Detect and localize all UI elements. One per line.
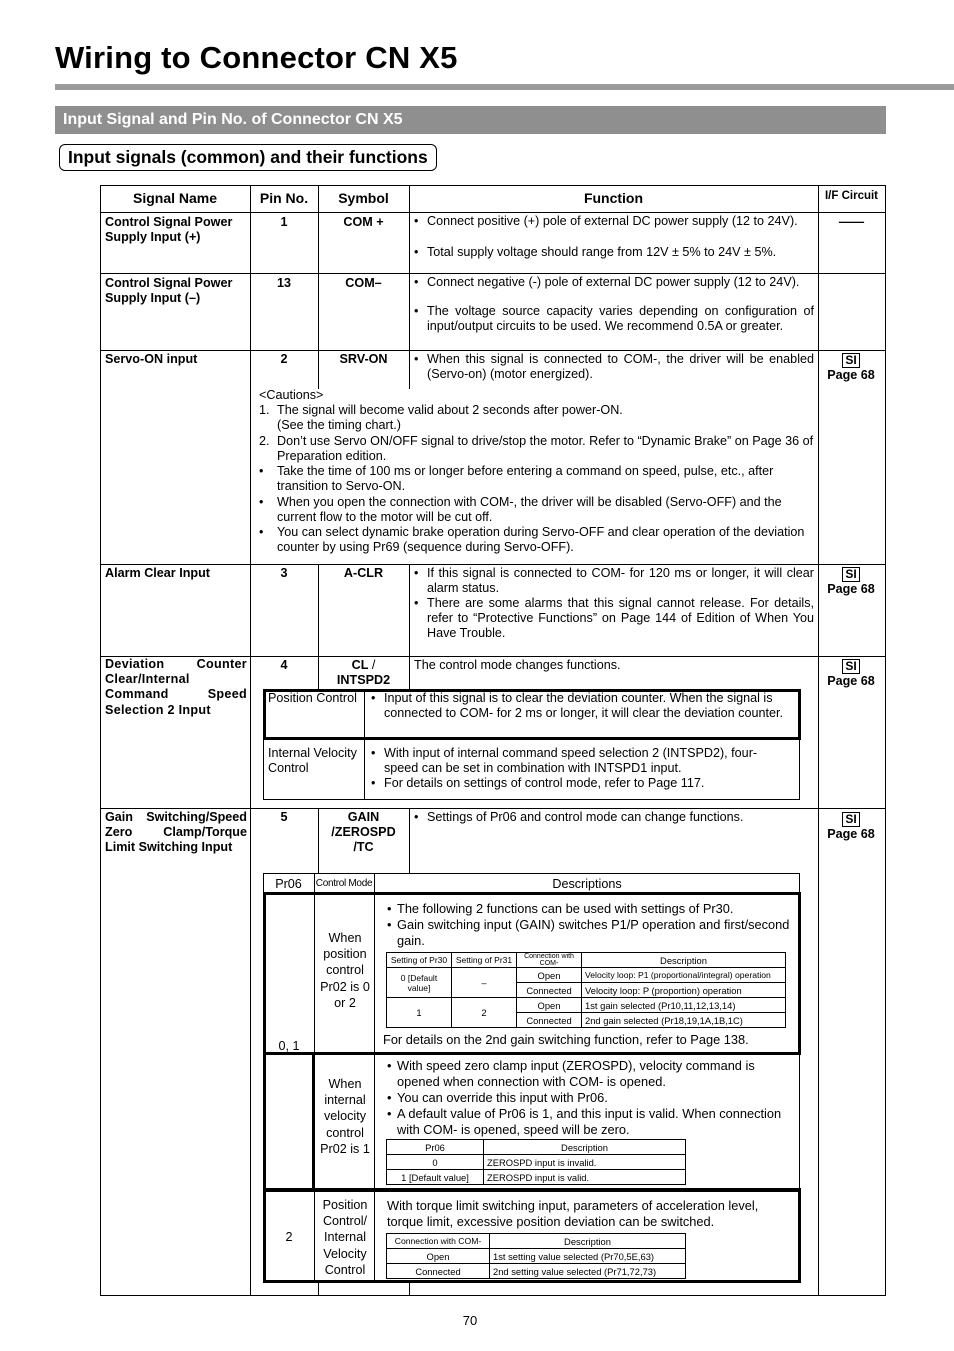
- cl-velocity-text-2: • For details on settings of control mode, refer to Page 117.: [371, 776, 705, 790]
- function-a-clr-2: • There are some alarms that this signal cannot release. For details, refer to “Protective Functions” on Page 144 of Edition of When You Have Trouble.: [414, 596, 814, 641]
- if-circuit-srv-on: SI Page 68: [827, 353, 875, 382]
- page-number: 70: [462, 1313, 478, 1328]
- pr06-header-descriptions: Descriptions: [552, 877, 622, 891]
- gain-switching-table: Setting of Pr30 Setting of Pr31 Connection with COM- Description 0 [Default value] – Open Velocity loop: P1 (proportional/integral) operation Connected Velocity loop: P (proportion) operation 1 2 Open 1st gain selected (Pr10,11,12,13,14) Connected 2nd gain selected (Pr18,19,1A,1B,1C): [386, 952, 786, 1028]
- si-icon: SI: [842, 812, 859, 827]
- symbol-gain: GAIN /ZEROSPD /TC: [331, 810, 396, 855]
- gain-a-bullet-2: • Gain switching input (GAIN) switches P1/P operation and first/second gain.: [387, 917, 790, 948]
- gain-a-note: For details on the 2nd gain switching function, refer to Page 138.: [383, 1032, 749, 1047]
- mode-position-velocity: Position Control/ Internal Velocity Control: [322, 1198, 368, 1277]
- pin-gain: 5: [280, 810, 288, 824]
- function-a-clr-1: • If this signal is connected to COM- for 120 ms or longer, it will clear alarm status.: [414, 566, 814, 596]
- function-srv-on-1: • When this signal is connected to COM-, the driver will be enabled (Servo-on) (motor energized).: [414, 352, 814, 382]
- function-com-minus-2: • The voltage source capacity varies depending on configuration of input/output circuits to be used. We recommend 0.5A or greater.: [414, 304, 814, 334]
- torque-limit-table: Connection with COM- Description Open 1st setting value selected (Pr70,5E,63) Connected 2nd setting value selected (Pr71,72,73): [386, 1233, 686, 1279]
- caution-2: 2. Don’t use Servo ON/OFF signal to drive/stop the motor. Refer to “Dynamic Brake” on Page 36 of Preparation edition.: [259, 434, 814, 464]
- symbol-cl: CL / INTSPD2: [336, 658, 391, 688]
- signal-name-a-clr: Alarm Clear Input: [105, 566, 210, 580]
- if-circuit-com-plus: ——: [838, 215, 865, 229]
- gain-c-text: With torque limit switching input, parameters of acceleration level, torque limit, excessive position deviation can be switched.: [387, 1198, 759, 1229]
- caution-5: • You can select dynamic brake operation during Servo-OFF and clear operation of the deviation counter by using Pr69 (sequence during Servo-OFF).: [259, 525, 805, 555]
- pin-com-minus: 13: [276, 276, 291, 290]
- caution-1: 1. The signal will become valid about 2 seconds after power-ON. (See the timing chart.): [259, 403, 623, 433]
- function-com-plus-1: • Connect positive (+) pole of external DC power supply (12 to 24V).: [414, 214, 798, 228]
- si-icon: SI: [842, 567, 859, 582]
- gain-b-bullet-3: • A default value of Pr06 is 1, and this input is valid. When connection with COM- is opened, speed will be zero.: [387, 1106, 782, 1137]
- pr06-header-control-mode: Control Mode: [315, 878, 373, 889]
- pin-com-plus: 1: [280, 215, 288, 229]
- si-icon: SI: [842, 353, 859, 368]
- mode-internal-velocity: When internal velocity control Pr02 is 1: [320, 1077, 370, 1156]
- pr06-header-pr06: Pr06: [275, 877, 302, 891]
- if-circuit-cl: SI Page 68: [827, 659, 875, 688]
- if-circuit-gain: SI Page 68: [827, 812, 875, 841]
- function-com-minus-1: • Connect negative (-) pole of external DC power supply (12 to 24V).: [414, 275, 800, 289]
- if-circuit-a-clr: SI Page 68: [827, 567, 875, 596]
- pin-a-clr: 3: [280, 566, 288, 580]
- cl-position-label: Position Control: [268, 691, 357, 705]
- gain-a-bullet-1: • The following 2 functions can be used with settings of Pr30.: [387, 901, 734, 916]
- caution-3: • Take the time of 100 ms or longer before entering a command on speed, pulse, etc., after transition to Servo-ON.: [259, 464, 774, 494]
- header-pin-no: Pin No.: [259, 190, 309, 206]
- header-symbol: Symbol: [338, 190, 389, 206]
- signal-name-srv-on: Servo-ON input: [105, 352, 198, 366]
- cl-velocity-label: Internal Velocity Control: [268, 746, 357, 776]
- subsection-heading: Input signals (common) and their functions: [59, 144, 437, 171]
- signal-name-cl: Deviation Counter Clear/Internal Command Speed Selection 2 Input: [105, 657, 247, 717]
- mode-position-control: When position control Pr02 is 0 or 2: [320, 931, 370, 1010]
- pr06-value-0-1: 0, 1: [278, 1039, 300, 1053]
- function-com-plus-2: • Total supply voltage should range from 12V ± 5% to 24V ± 5%.: [414, 245, 777, 259]
- section-banner: Input Signal and Pin No. of Connector CN X5: [55, 106, 886, 134]
- cl-velocity-text-1: • With input of internal command speed selection 2 (INTSPD2), four-speed can be set in combination with INTSPD1 input.: [371, 746, 758, 776]
- title-rule: [55, 84, 954, 90]
- pr06-value-2: 2: [285, 1230, 293, 1244]
- signal-name-com-plus: Control Signal Power Supply Input (+): [105, 215, 233, 245]
- symbol-com-plus: COM +: [343, 215, 384, 229]
- header-if-circuit: I/F Circuit: [824, 190, 879, 202]
- gain-b-bullet-2: • You can override this input with Pr06.: [387, 1090, 608, 1105]
- header-function: Function: [583, 190, 644, 206]
- si-icon: SI: [842, 659, 859, 674]
- pin-cl: 4: [280, 658, 288, 672]
- symbol-srv-on: SRV-ON: [339, 352, 388, 366]
- function-cl-intro: The control mode changes functions.: [414, 658, 621, 672]
- pin-srv-on: 2: [280, 352, 288, 366]
- header-signal-name: Signal Name: [132, 190, 218, 206]
- signal-name-com-minus: Control Signal Power Supply Input (–): [105, 276, 233, 306]
- cautions-title: <Cautions>: [259, 388, 324, 402]
- cl-position-text: • Input of this signal is to clear the deviation counter. When the signal is connected to COM- for 2 ms or longer, it will clear the deviation counter.: [371, 691, 783, 721]
- caution-4: • When you open the connection with COM-, the driver will be disabled (Servo-OFF) and the current flow to the motor will be cut off.: [259, 495, 782, 525]
- page-title: Wiring to Connector CN X5: [55, 40, 458, 75]
- zerospd-table: Pr06 Description 0 ZEROSPD input is invalid. 1 [Default value] ZEROSPD input is valid.: [386, 1139, 686, 1185]
- gain-b-bullet-1: • With speed zero clamp input (ZEROSPD), velocity command is opened when connection with COM- is opened.: [387, 1058, 755, 1089]
- function-gain-1: • Settings of Pr06 and control mode can change functions.: [414, 810, 744, 824]
- symbol-com-minus: COM–: [345, 276, 382, 290]
- symbol-a-clr: A-CLR: [343, 566, 384, 580]
- signal-name-gain: Gain Switching/Speed Zero Clamp/Torque Limit Switching Input: [105, 810, 247, 855]
